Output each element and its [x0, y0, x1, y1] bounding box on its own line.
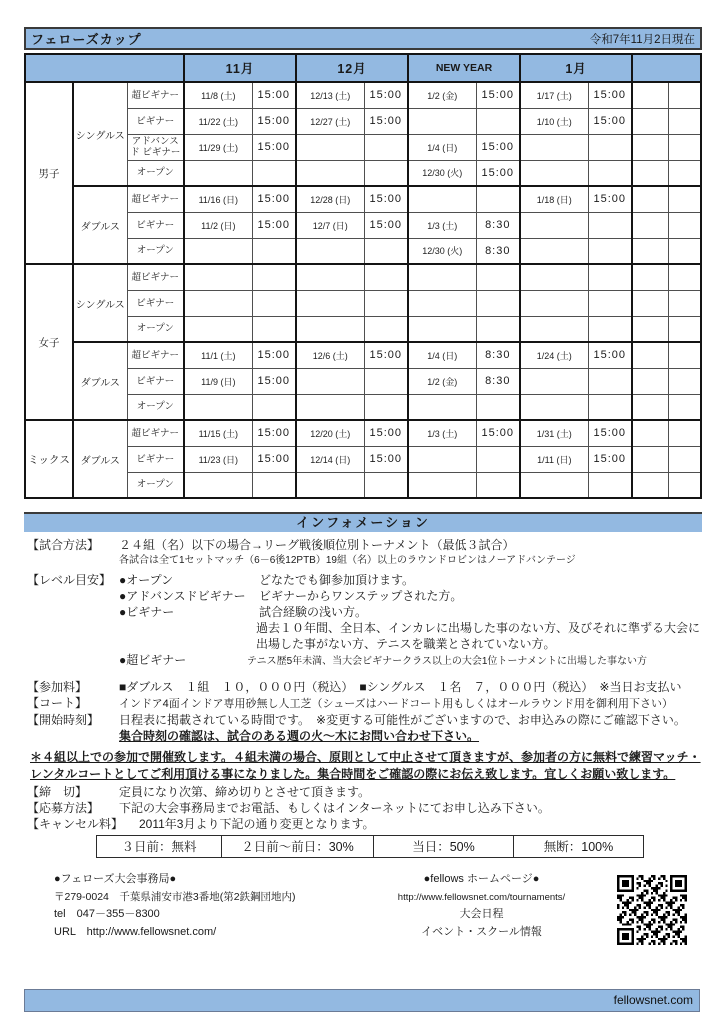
schedule-time-cell [668, 394, 701, 420]
cancel-fee-cell: ３日前：無料 [121, 839, 197, 854]
schedule-time-cell: 8:30 [476, 238, 520, 264]
schedule-time-cell [668, 316, 701, 342]
rule-line-level-beginner [24, 604, 702, 620]
schedule-date-cell: 1/3 (土) [408, 212, 476, 238]
schedule-row [25, 186, 701, 212]
schedule-time-cell: 15:00 [364, 82, 408, 108]
rule-label: 【キャンセル料】 [27, 817, 124, 831]
homepage-url: http://www.fellowsnet.com/tournaments/ [397, 891, 566, 903]
schedule-date-cell: 1/4 (日) [408, 342, 476, 368]
schedule-time-cell: 15:00 [364, 186, 408, 212]
schedule-date-cell [184, 394, 252, 420]
schedule-time-cell [476, 108, 520, 134]
level-label: ビギナー [127, 108, 184, 134]
level-label: アドバンスド ビギナー [127, 134, 184, 160]
schedule-time-cell: 15:00 [476, 420, 520, 446]
schedule-time-cell [668, 186, 701, 212]
schedule-row [25, 368, 701, 394]
rule-line-method-sub: 各試合は全て1セットマッチ（6－6後12PTB）19組（名）以上のラウンドロビンはノーアドバンテージ [119, 555, 576, 566]
level-label: 超ビギナー [127, 420, 184, 446]
bottom-bar [24, 989, 700, 1012]
schedule-time-cell: 15:00 [364, 108, 408, 134]
schedule-row [25, 264, 701, 290]
schedule-date-cell [632, 264, 668, 290]
schedule-date-cell [184, 160, 252, 186]
schedule-date-cell [296, 368, 364, 394]
schedule-time-cell [668, 264, 701, 290]
schedule-date-cell: 11/22 (土) [184, 108, 252, 134]
schedule-time-cell [588, 368, 632, 394]
schedule-date-cell [632, 446, 668, 472]
schedule-time-cell: 15:00 [252, 134, 296, 160]
office-title: ●フェローズ大会事務局● [54, 873, 177, 885]
schedule-time-cell [364, 290, 408, 316]
schedule-date-cell [184, 472, 252, 498]
schedule-time-cell [588, 134, 632, 160]
schedule-time-cell: 15:00 [364, 342, 408, 368]
document-page [24, 0, 702, 950]
schedule-date-cell [408, 264, 476, 290]
schedule-date-cell [520, 264, 588, 290]
information-body [24, 537, 702, 858]
month-header-extra [632, 54, 701, 82]
schedule-date-cell [632, 160, 668, 186]
schedule-row [25, 238, 701, 264]
schedule-time-cell: 15:00 [476, 82, 520, 108]
schedule-date-cell [632, 420, 668, 446]
level-label: オープン [127, 472, 184, 498]
schedule-row [25, 134, 701, 160]
schedule-time-cell [476, 472, 520, 498]
schedule-row [25, 82, 701, 108]
schedule-time-cell: 8:30 [476, 368, 520, 394]
level-label: ビギナー [127, 290, 184, 316]
schedule-date-cell [184, 316, 252, 342]
schedule-time-cell [476, 394, 520, 420]
schedule-row [25, 420, 701, 446]
level-label: 超ビギナー [127, 264, 184, 290]
schedule-time-cell: 15:00 [588, 446, 632, 472]
rule-line-court [24, 695, 702, 712]
month-header-newyear: NEW YEAR [408, 54, 520, 82]
title-bar [24, 27, 702, 50]
schedule-time-cell: 15:00 [252, 420, 296, 446]
schedule-date-cell [632, 212, 668, 238]
category-label: ミックス [25, 420, 73, 498]
schedule-time-cell [588, 394, 632, 420]
schedule-time-cell [252, 160, 296, 186]
schedule-time-cell [476, 446, 520, 472]
schedule-time-cell [588, 264, 632, 290]
schedule-date-cell [408, 186, 476, 212]
schedule-date-cell [408, 108, 476, 134]
schedule-date-cell: 12/28 (日) [296, 186, 364, 212]
schedule-date-cell [296, 264, 364, 290]
schedule-date-cell [408, 446, 476, 472]
rule-line-fee [24, 679, 702, 695]
schedule-date-cell [296, 472, 364, 498]
schedule-time-cell [668, 368, 701, 394]
schedule-date-cell: 11/15 (土) [184, 420, 252, 446]
schedule-date-cell [184, 264, 252, 290]
schedule-time-cell [668, 472, 701, 498]
level-label: オープン [127, 316, 184, 342]
rule-text: ２４組（名）以下の場合→リーグ戦後順位別トーナメント（最低３試合） [119, 538, 515, 552]
schedule-time-cell [668, 134, 701, 160]
court-text: インドア4面インドア専用砂無し人工芝（シューズはハードコート用もしくはオールラウンド用を御利用下さい） [119, 698, 674, 710]
schedule-date-cell: 1/2 (金) [408, 368, 476, 394]
schedule-date-cell [408, 316, 476, 342]
schedule-date-cell: 12/30 (火) [408, 238, 476, 264]
schedule-time-cell [668, 420, 701, 446]
schedule-date-cell [632, 368, 668, 394]
schedule-date-cell [632, 394, 668, 420]
four-group-note-line1: ＊４組以上での参加で開催致します。４組未満の場合、原則として中止させて頂きますが、参加者の方に無料で練習マッチ・ [30, 750, 701, 764]
schedule-time-cell [476, 316, 520, 342]
level-label: オープン [127, 394, 184, 420]
schedule-time-cell: 15:00 [252, 342, 296, 368]
schedule-time-cell [588, 238, 632, 264]
schedule-time-cell: 15:00 [588, 82, 632, 108]
schedule-time-cell: 15:00 [252, 368, 296, 394]
homepage-schedule-label: 大会日程 [459, 908, 504, 920]
rule-label: 【コート】 [27, 696, 88, 710]
schedule-time-cell: 15:00 [364, 212, 408, 238]
schedule-corner-cell [25, 54, 184, 82]
homepage-title: ●fellows ホームページ● [423, 873, 540, 885]
schedule-time-cell [588, 160, 632, 186]
schedule-time-cell [252, 238, 296, 264]
cancel-fee-table [96, 835, 644, 858]
schedule-row [25, 160, 701, 186]
schedule-date-cell [184, 238, 252, 264]
rule-line-method [24, 537, 702, 553]
schedule-time-cell: 15:00 [588, 420, 632, 446]
month-header-january: 1月 [520, 54, 632, 82]
schedule-date-cell: 1/10 (土) [520, 108, 588, 134]
schedule-date-cell: 11/8 (土) [184, 82, 252, 108]
schedule-date-cell: 1/17 (土) [520, 82, 588, 108]
schedule-time-cell [252, 290, 296, 316]
level-beginner-bullet: ●ビギナー [119, 605, 175, 619]
schedule-time-cell: 15:00 [252, 108, 296, 134]
schedule-time-cell [476, 264, 520, 290]
schedule-time-cell [668, 82, 701, 108]
schedule-date-cell: 1/2 (金) [408, 82, 476, 108]
schedule-date-cell: 11/2 (日) [184, 212, 252, 238]
schedule-date-cell [296, 394, 364, 420]
schedule-date-cell [632, 134, 668, 160]
schedule-time-cell: 15:00 [252, 186, 296, 212]
schedule-date-cell [408, 290, 476, 316]
schedule-time-cell [364, 238, 408, 264]
type-label: シングルス [73, 82, 127, 186]
schedule-time-cell: 15:00 [364, 446, 408, 472]
level-label: ビギナー [127, 368, 184, 394]
type-label: ダブルス [73, 420, 127, 498]
bottom-site-label: fellowsnet.com [613, 993, 693, 1007]
schedule-time-cell [668, 446, 701, 472]
footer [24, 871, 702, 950]
schedule-time-cell: 15:00 [252, 212, 296, 238]
schedule-time-cell [668, 238, 701, 264]
level-beginner-note1: 過去１０年間、全日本、インカレに出場した事のない方、及びそれに準ずる大会に [256, 621, 701, 635]
schedule-date-cell: 11/1 (土) [184, 342, 252, 368]
level-label: 超ビギナー [127, 82, 184, 108]
information-header: インフォメーション [24, 512, 702, 532]
schedule-date-cell [296, 160, 364, 186]
schedule-time-cell [668, 160, 701, 186]
schedule-row [25, 342, 701, 368]
schedule-time-cell [252, 316, 296, 342]
schedule-date-cell [632, 342, 668, 368]
schedule-time-cell: 15:00 [588, 108, 632, 134]
schedule-date-cell: 12/14 (日) [296, 446, 364, 472]
category-label: 女子 [25, 264, 73, 420]
schedule-time-cell [668, 212, 701, 238]
schedule-date-cell: 1/24 (土) [520, 342, 588, 368]
schedule-row [25, 212, 701, 238]
schedule-time-cell: 15:00 [476, 160, 520, 186]
schedule-date-cell [520, 472, 588, 498]
month-header-december: 12月 [296, 54, 408, 82]
qr-code-icon [617, 875, 687, 950]
homepage-event-label: イベント・スクール情報 [421, 925, 542, 938]
cancel-fee-cell: ２日前～前日：30% [221, 836, 373, 857]
schedule-date-cell: 11/23 (日) [184, 446, 252, 472]
schedule-time-cell [588, 316, 632, 342]
office-url: URL http://www.fellowsnet.com/ [54, 925, 217, 938]
level-advanced-bullet: ●アドバンスドビギナー [119, 589, 246, 603]
schedule-date-cell [520, 394, 588, 420]
category-label: 男子 [25, 82, 73, 264]
level-label: オープン [127, 160, 184, 186]
schedule-date-cell: 1/4 (日) [408, 134, 476, 160]
schedule-time-cell [364, 264, 408, 290]
four-group-note-line2: レンタルコートとしてご利用頂ける事になりました。集合時間をご確認の際にお伝え致します。宜しくお願い致します。 [30, 766, 676, 781]
schedule-header-row [25, 54, 701, 82]
schedule-time-cell: 15:00 [364, 420, 408, 446]
schedule-time-cell [668, 290, 701, 316]
schedule-time-cell [364, 368, 408, 394]
level-open-text: どなたでも御参加頂けます。 [259, 573, 415, 587]
schedule-date-cell: 11/9 (日) [184, 368, 252, 394]
schedule-date-cell: 11/29 (土) [184, 134, 252, 160]
schedule-date-cell [408, 472, 476, 498]
rule-label: 【レベル目安】 [27, 573, 112, 587]
schedule-time-cell: 8:30 [476, 342, 520, 368]
schedule-time-cell [364, 394, 408, 420]
schedule-date-cell [520, 290, 588, 316]
schedule-date-cell [632, 290, 668, 316]
schedule-date-cell: 1/31 (土) [520, 420, 588, 446]
schedule-time-cell: 15:00 [252, 446, 296, 472]
homepage-info [374, 871, 589, 941]
page-title: フェローズカップ [31, 32, 142, 47]
schedule-row [25, 290, 701, 316]
office-address: 〒279-0024 千葉県浦安市港3番地(第2鉄鋼団地内) [54, 890, 296, 903]
office-info [54, 871, 374, 941]
office-tel: tel 047－355－8300 [54, 908, 160, 920]
schedule-time-cell: 15:00 [588, 342, 632, 368]
schedule-date-cell: 12/13 (土) [296, 82, 364, 108]
schedule-time-cell [364, 316, 408, 342]
schedule-date-cell: 11/16 (日) [184, 186, 252, 212]
schedule-date-cell: 1/11 (日) [520, 446, 588, 472]
schedule-date-cell [184, 290, 252, 316]
month-header-november: 11月 [184, 54, 296, 82]
meeting-time-note: 集合時刻の確認は、試合のある週の火～木にお問い合わせ下さい。 [119, 729, 480, 743]
deadline-text: 定員になり次第、締め切りとさせて頂きます。 [119, 785, 371, 799]
schedule-date-cell [296, 316, 364, 342]
schedule-time-cell [364, 472, 408, 498]
level-label: 超ビギナー [127, 342, 184, 368]
schedule-date-cell [520, 316, 588, 342]
schedule-table [24, 53, 702, 499]
level-super-bullet: ●超ビギナー [119, 653, 187, 667]
rule-line-deadline [24, 784, 702, 800]
level-label: 超ビギナー [127, 186, 184, 212]
schedule-date-cell [408, 394, 476, 420]
schedule-date-cell [520, 368, 588, 394]
rule-line-apply [24, 800, 702, 816]
schedule-time-cell [252, 394, 296, 420]
schedule-date-cell [632, 108, 668, 134]
rule-label: 【応募方法】 [27, 801, 100, 815]
rule-line-start [24, 712, 702, 728]
schedule-time-cell [588, 472, 632, 498]
schedule-time-cell [252, 472, 296, 498]
rule-label: 【開始時刻】 [27, 713, 100, 727]
schedule-date-cell [296, 134, 364, 160]
schedule-row [25, 394, 701, 420]
schedule-time-cell [476, 186, 520, 212]
schedule-date-cell [520, 212, 588, 238]
schedule-time-cell [364, 134, 408, 160]
type-label: ダブルス [73, 186, 127, 264]
type-label: シングルス [73, 264, 127, 342]
schedule-time-cell [364, 160, 408, 186]
schedule-date-cell [632, 238, 668, 264]
fee-text: ■ダブルス １組 １０，０００円（税込） ■シングルス １名 ７，０００円（税込） ※当日お支払い [119, 680, 682, 694]
schedule-time-cell: 15:00 [252, 82, 296, 108]
schedule-time-cell [588, 212, 632, 238]
schedule-date-cell: 12/7 (日) [296, 212, 364, 238]
rule-label: 【締 切】 [27, 785, 88, 799]
schedule-date-cell [632, 316, 668, 342]
schedule-row [25, 316, 701, 342]
level-open-bullet: ●オープン [119, 573, 174, 587]
rule-line-level-open [24, 572, 702, 588]
schedule-date-cell: 12/30 (火) [408, 160, 476, 186]
schedule-row [25, 472, 701, 498]
rule-line-level-super [24, 652, 702, 670]
schedule-date-cell [520, 160, 588, 186]
apply-text: 下記の大会事務局までお電話、もしくはインターネットにてお申し込み下さい。 [119, 801, 550, 815]
schedule-date-cell [296, 238, 364, 264]
schedule-time-cell [252, 264, 296, 290]
schedule-date-cell [520, 238, 588, 264]
rule-line-cancel [24, 816, 702, 832]
schedule-date-cell: 1/3 (土) [408, 420, 476, 446]
schedule-date-cell [520, 134, 588, 160]
level-super-text: テニス歴5年未満、当大会ビギナークラス以上の大会1位トーナメントに出場した事ない方 [247, 656, 648, 667]
schedule-time-cell: 15:00 [476, 134, 520, 160]
schedule-row [25, 108, 701, 134]
schedule-time-cell [668, 342, 701, 368]
level-advanced-text: ビギナーからワンステップされた方。 [259, 589, 463, 603]
level-beginner-note2: 出場した事がない方、テニスを職業とされていない方。 [256, 637, 556, 651]
cancel-fee-cell: 無断：100% [513, 836, 643, 857]
rule-label: 【参加料】 [27, 680, 88, 694]
start-text: 日程表に掲載されている時間です。 ※変更する可能性がございますので、お申込みの際にご確認下さい。 [119, 713, 686, 727]
schedule-row [25, 446, 701, 472]
schedule-time-cell [668, 108, 701, 134]
current-date-label: 令和7年11月2日現在 [589, 33, 695, 46]
schedule-time-cell [588, 290, 632, 316]
schedule-date-cell: 12/20 (土) [296, 420, 364, 446]
schedule-date-cell [632, 82, 668, 108]
schedule-time-cell: 15:00 [588, 186, 632, 212]
rule-line-level-advanced [24, 588, 702, 604]
schedule-time-cell: 8:30 [476, 212, 520, 238]
cancel-text: 2011年3月より下記の通り変更となります。 [139, 817, 375, 831]
level-label: オープン [127, 238, 184, 264]
schedule-date-cell: 12/27 (土) [296, 108, 364, 134]
schedule-date-cell [632, 472, 668, 498]
rule-label: 【試合方法】 [27, 538, 100, 552]
schedule-date-cell [632, 186, 668, 212]
level-label: ビギナー [127, 446, 184, 472]
level-label: ビギナー [127, 212, 184, 238]
schedule-date-cell [296, 290, 364, 316]
schedule-time-cell [476, 290, 520, 316]
type-label: ダブルス [73, 342, 127, 420]
level-beginner-text: 試合経験の浅い方。 [259, 605, 368, 619]
schedule-date-cell: 1/18 (日) [520, 186, 588, 212]
cancel-fee-cell: 当日：50% [373, 836, 513, 857]
schedule-date-cell: 12/6 (土) [296, 342, 364, 368]
